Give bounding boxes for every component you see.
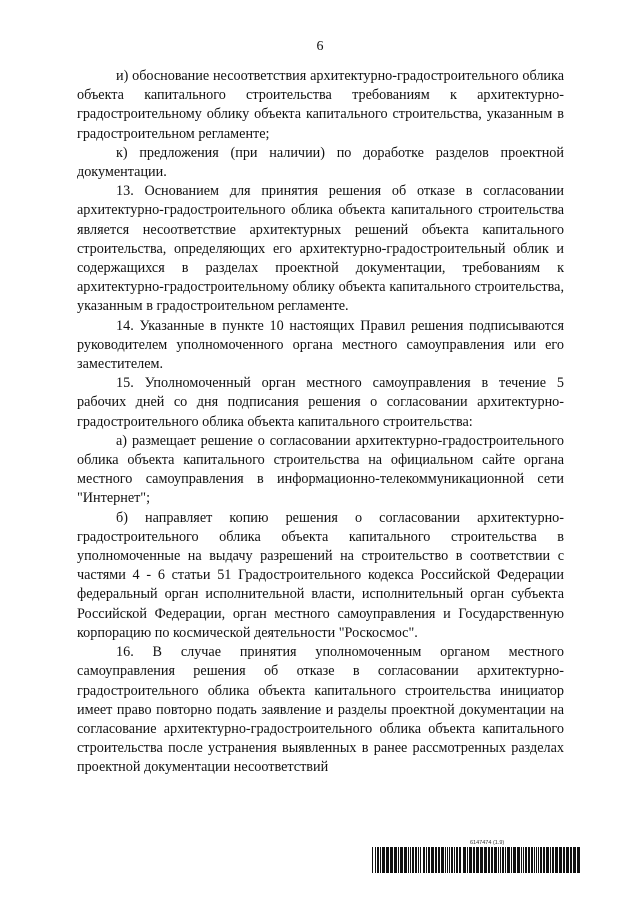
- document-body: [77, 67, 564, 778]
- paragraph-13: 13. Основанием для принятия решения об отказе в согласовании архитектурно-градостроительного облика объекта капитального строительства является несоответствие архитектурных решений объекта капитального строительства, определяющих его архитектурно-градостроительный облик и содержащихся в разделах проектной документации, требованиям к архитектурно-градостроительному облику объекта капитального строительства, указанным в градостроительном регламенте.: [77, 183, 564, 315]
- paragraph-15a: а) размещает решение о согласовании архитектурно-градостроительного облика объекта капитального строительства на официальном сайте органа местного самоуправления в информационно-телекоммуникационной сети "Интернет";: [77, 432, 564, 507]
- document-code: 6147474 (1.9): [470, 840, 505, 846]
- paragraph-16: 16. В случае принятия уполномоченным органом местного самоуправления решения об отказе в согласовании архитектурно-градостроительного облика объекта капитального строительства инициатор имеет право повторно подать заявление и разделы проектной документации на согласование архитектурно-градостроительного облика объекта капитального строительства после устранения выявленных в ранее рассмотренных разделах проектной документации несоответствий: [77, 644, 564, 776]
- paragraph-15: 15. Уполномоченный орган местного самоуправления в течение 5 рабочих дней со дня подписания решения о согласовании архитектурно-градостроительного облика объекта капитального строительства:: [77, 375, 564, 430]
- page-number: 6: [316, 39, 324, 54]
- paragraph-item-i: и) обоснование несоответствия архитектурно-градостроительного облика объекта капитального строительства требованиям к архитектурно-градостроительному облику объекта капитального строительства, указанным в градостроительном регламенте;: [77, 68, 564, 142]
- paragraph-14: 14. Указанные в пункте 10 настоящих Правил решения подписываются руководителем уполномоченного органа местного самоуправления или его заместителем.: [77, 317, 564, 373]
- paragraph-15b: б) направляет копию решения о согласовании архитектурно-градостроительного облика объекта капитального строительства в уполномоченные на выдачу разрешений на строительство в соответствии с частями 4 - 6 статьи 51 Градостроительного кодекса Российской Федерации федеральный орган исполнительной власти, исполнительный орган субъекта Российской Федерации, орган местного самоуправления и Государственную корпорацию по космической деятельности "Роскосмос".: [77, 509, 564, 641]
- paragraph-item-k: к) предложения (при наличии) по доработке разделов проектной документации.: [77, 144, 564, 181]
- barcode: [372, 847, 582, 873]
